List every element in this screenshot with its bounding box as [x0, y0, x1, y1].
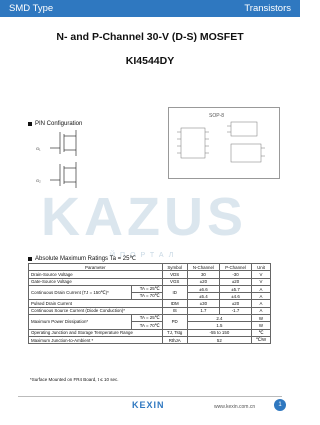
bullet-square-icon	[28, 257, 32, 261]
col-n-channel: N-Channel	[187, 264, 219, 271]
col-unit: Unit	[251, 264, 270, 271]
row-unit: V	[251, 278, 270, 285]
watermark-portal: ЙПОРТАЛ	[110, 252, 179, 259]
row-p: ±20	[220, 300, 252, 307]
abs-max-label: Absolute Maximum Ratings Ta = 25℃	[35, 256, 137, 262]
row-param: Operating Junction and Storage Temperature Range	[29, 329, 163, 336]
table-row	[29, 329, 271, 336]
part-number: KI4544DY	[125, 55, 175, 67]
col-parameter: Parameter	[29, 264, 163, 271]
row-unit: W	[251, 322, 270, 329]
footnote: *Surface Mounted on FR4 Board, t ≤ 10 sec.	[30, 377, 119, 382]
row-n: ±30	[187, 300, 219, 307]
row-param: Continuous Source Current (Diode Conduction)*	[29, 307, 163, 314]
header-left: SMD Type	[9, 3, 54, 14]
footer-divider	[18, 396, 282, 397]
header-right: Transistors	[244, 3, 291, 14]
row-unit: A	[251, 285, 270, 292]
mosfet-schematic	[30, 128, 100, 190]
col-p-channel: P-Channel	[220, 264, 252, 271]
row-value: 1.5	[187, 322, 251, 329]
col-symbol: Symbol	[162, 264, 187, 271]
package-diagram	[168, 107, 280, 179]
table-row	[29, 336, 271, 343]
row-unit: ℃	[251, 329, 270, 336]
table-row	[29, 278, 271, 285]
row-param: Continuous Drain Current (TJ = 150℃)*	[29, 285, 132, 300]
table-row	[29, 315, 271, 322]
row-unit: W	[251, 315, 270, 322]
table-row	[29, 300, 271, 307]
row-p: -30	[220, 271, 252, 278]
row-cond: TA = 25℃	[131, 315, 162, 322]
kexin-logo: KEXIN	[132, 400, 165, 410]
row-param: Maximum Power Dissipation*	[29, 315, 132, 330]
row-param: Pulsed Drain Current	[29, 300, 163, 307]
bullet-square-icon	[28, 122, 32, 126]
schematic-label-p: G₂	[36, 178, 41, 183]
row-cond: TA = 25℃	[131, 285, 162, 292]
table-row	[29, 285, 271, 292]
row-unit: A	[251, 307, 270, 314]
row-p: ±4.6	[220, 293, 252, 300]
abs-max-table	[28, 263, 271, 344]
row-symbol: ID	[162, 285, 187, 300]
row-unit: V	[251, 271, 270, 278]
pin-config-label: PIN Configuration	[35, 121, 83, 127]
row-unit: ℃/W	[251, 336, 270, 343]
pin-config-heading	[28, 121, 82, 127]
row-value: 2.4	[187, 315, 251, 322]
row-symbol: RthJA	[162, 336, 187, 343]
row-symbol: VDS	[162, 271, 187, 278]
row-n: ±20	[187, 278, 219, 285]
row-unit: A	[251, 300, 270, 307]
table-row	[29, 307, 271, 314]
header-bar	[0, 0, 300, 17]
row-p: ±5.7	[220, 285, 252, 292]
row-value: -55 to 150	[187, 329, 251, 336]
row-n: 1.7	[187, 307, 219, 314]
row-symbol: IS	[162, 307, 187, 314]
abs-max-heading	[28, 255, 136, 262]
table-row	[29, 271, 271, 278]
document-title: N- and P-Channel 30-V (D-S) MOSFET	[56, 31, 244, 43]
row-n: ±5.4	[187, 293, 219, 300]
row-p: -1.7	[220, 307, 252, 314]
row-symbol: TJ, Tstg	[162, 329, 187, 336]
row-n: ±6.6	[187, 285, 219, 292]
schematic-label-n: G₁	[36, 146, 41, 151]
row-symbol: PD	[162, 315, 187, 330]
row-cond: TA = 70℃	[131, 293, 162, 300]
row-n: 30	[187, 271, 219, 278]
row-value: 52	[187, 336, 251, 343]
row-unit: A	[251, 293, 270, 300]
watermark-text: KAZUS	[41, 187, 247, 245]
package-label: SOP-8	[209, 113, 225, 119]
row-symbol: VGS	[162, 278, 187, 285]
row-param: Maximum Junction-to-Ambient *	[29, 336, 163, 343]
footer-url: www.kexin.com.cn	[214, 404, 256, 410]
watermark-logo	[35, 185, 265, 245]
table-header-row	[29, 264, 271, 271]
row-param: Drain-Source Voltage	[29, 271, 163, 278]
row-param: Gate-Source Voltage	[29, 278, 163, 285]
row-symbol: IDM	[162, 300, 187, 307]
page-number-badge: 1	[274, 399, 286, 411]
row-cond: TA = 70℃	[131, 322, 162, 329]
row-p: ±20	[220, 278, 252, 285]
